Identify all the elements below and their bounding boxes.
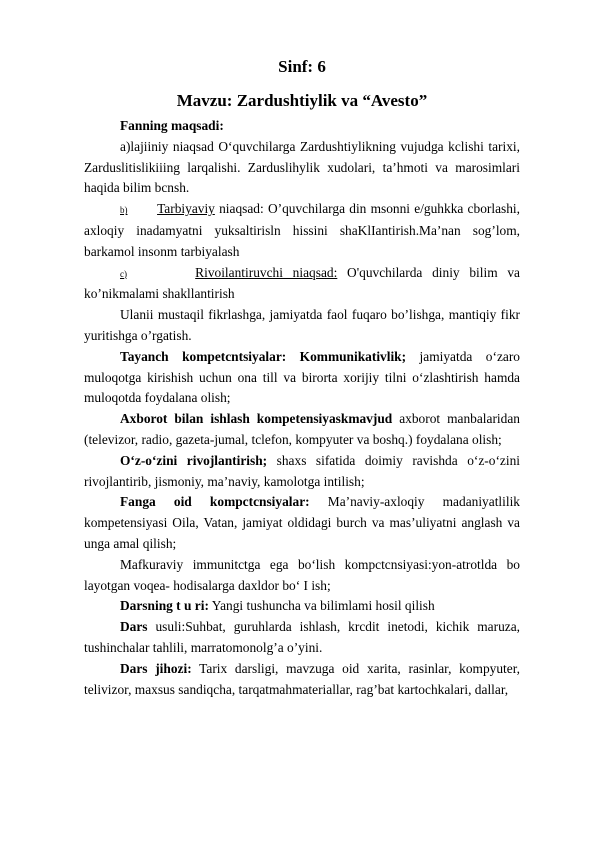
lesson-type	[84, 596, 520, 617]
goal-c-continued: Ulanii mustaqil fikrlashga, jamiyatda faol fuqaro bo’lishga, mantiqiy fikr yuritishga o’rgatish.	[84, 307, 520, 343]
lesson-equipment-text: Tarix darsligi, mavzuga oid xarita, rasinlar, kompyuter, telivizor, maxsus sandiqcha, tarqatmahmateriallar, rag’bat kartochkalari, dallar,	[84, 660, 520, 697]
lesson-type-label: Darsning t u ri:	[120, 598, 209, 614]
competency-self-development	[84, 451, 520, 493]
competency-information-text: axborot manbalaridan (televizor, radio, gazeta-jumal, tclefon, kompyuter va boshq.) foydalana olish;	[84, 411, 520, 447]
competency-communication-label: Tayanch kompetcntsiyalar: Kommunikativlik;	[120, 348, 407, 364]
goal-c	[84, 263, 520, 306]
competency-subject	[84, 492, 520, 554]
lesson-equipment	[84, 659, 520, 701]
goal-c-text: O'quvchilarda diniy bilim va ko’nikmalami shakllantirish	[84, 264, 520, 302]
lesson-type-text: Yangi tushuncha va bilimlami hosil qilish	[208, 598, 435, 614]
competency-self-development-label: O‘z-o‘zini rivojlantirish;	[120, 452, 268, 468]
competency-information	[84, 409, 520, 451]
competency-subject-label: Fanga oid kompctcnsiyalar:	[120, 494, 310, 510]
competency-self-development-text: shaxs sifatida doimiy ravishda o‘z-o‘zini rivojlantirib, jismoniy, ma’naviy, kamolotga intilish;	[84, 452, 520, 489]
competency-communication-text: jamiyatda o‘zaro muloqotga kirishish uchun ona till va birorta xorijiy tilni o‘zlashtirish hamda muloqotda foydalana olish;	[84, 348, 520, 406]
goal-b-marker: b)	[120, 205, 128, 216]
goal-c-label: Rivoilantiruvchi niaqsad:	[195, 264, 338, 280]
goal-b-text: niaqsad: O’quvchilarga din msonni e/guhkka cborlashi, axloqiy inadamyatni yuksaltirisln hissini shaKlIantirish.Ma’nan sog’lom, barkamol insonm tarbiyalash	[84, 201, 520, 259]
goal-b-label: Tarbiyaviy	[157, 201, 215, 217]
goals-heading: Fanning maqsadi:	[120, 118, 224, 133]
grade-title: Sinf: 6	[278, 57, 326, 76]
competency-information-label: Axborot bilan ishlash kompetensiyaskmavjud	[120, 411, 393, 427]
goal-a: a)lajiiniy niaqsad O‘quvchilarga Zardushtiylikning vujudga kclishi tarixi, Zarduslitislikiiing larqalishi. Zarduslihylik xudolari, ta’hmoti va marosimlari haqida bilim bcnsh.	[84, 138, 520, 196]
topic-title: Mavzu: Zardushtiylik va “Avesto”	[176, 91, 428, 110]
competency-subject-text: Ma’naviy-axloqiy madaniyatlilik kompetensiyasi Oila, Vatan, jamiyat oldidagi burch va mas’uliyatni anglash va unga amal qilish;	[84, 494, 520, 551]
competency-communication	[84, 347, 520, 409]
lesson-equipment-label: Dars jihozi:	[120, 660, 192, 676]
lesson-method	[84, 617, 520, 659]
lesson-method-text: usuli:Suhbat, guruhlarda ishlash, krcdit inetodi, kichik maruza, tushinchalar tahlili, marratomonolg’a o’yini.	[84, 619, 520, 655]
goal-c-marker: c)	[120, 268, 127, 279]
lesson-method-label: Dars	[120, 619, 148, 635]
document-content	[84, 56, 520, 700]
goal-b	[84, 199, 520, 262]
competency-ideological: Mafkuraviy immunitctga ega bo‘lish kompctcnsiyasi:yon-atrotlda bo layotgan voqea- hodisalarga daxldor bo‘ I ish;	[84, 556, 520, 593]
